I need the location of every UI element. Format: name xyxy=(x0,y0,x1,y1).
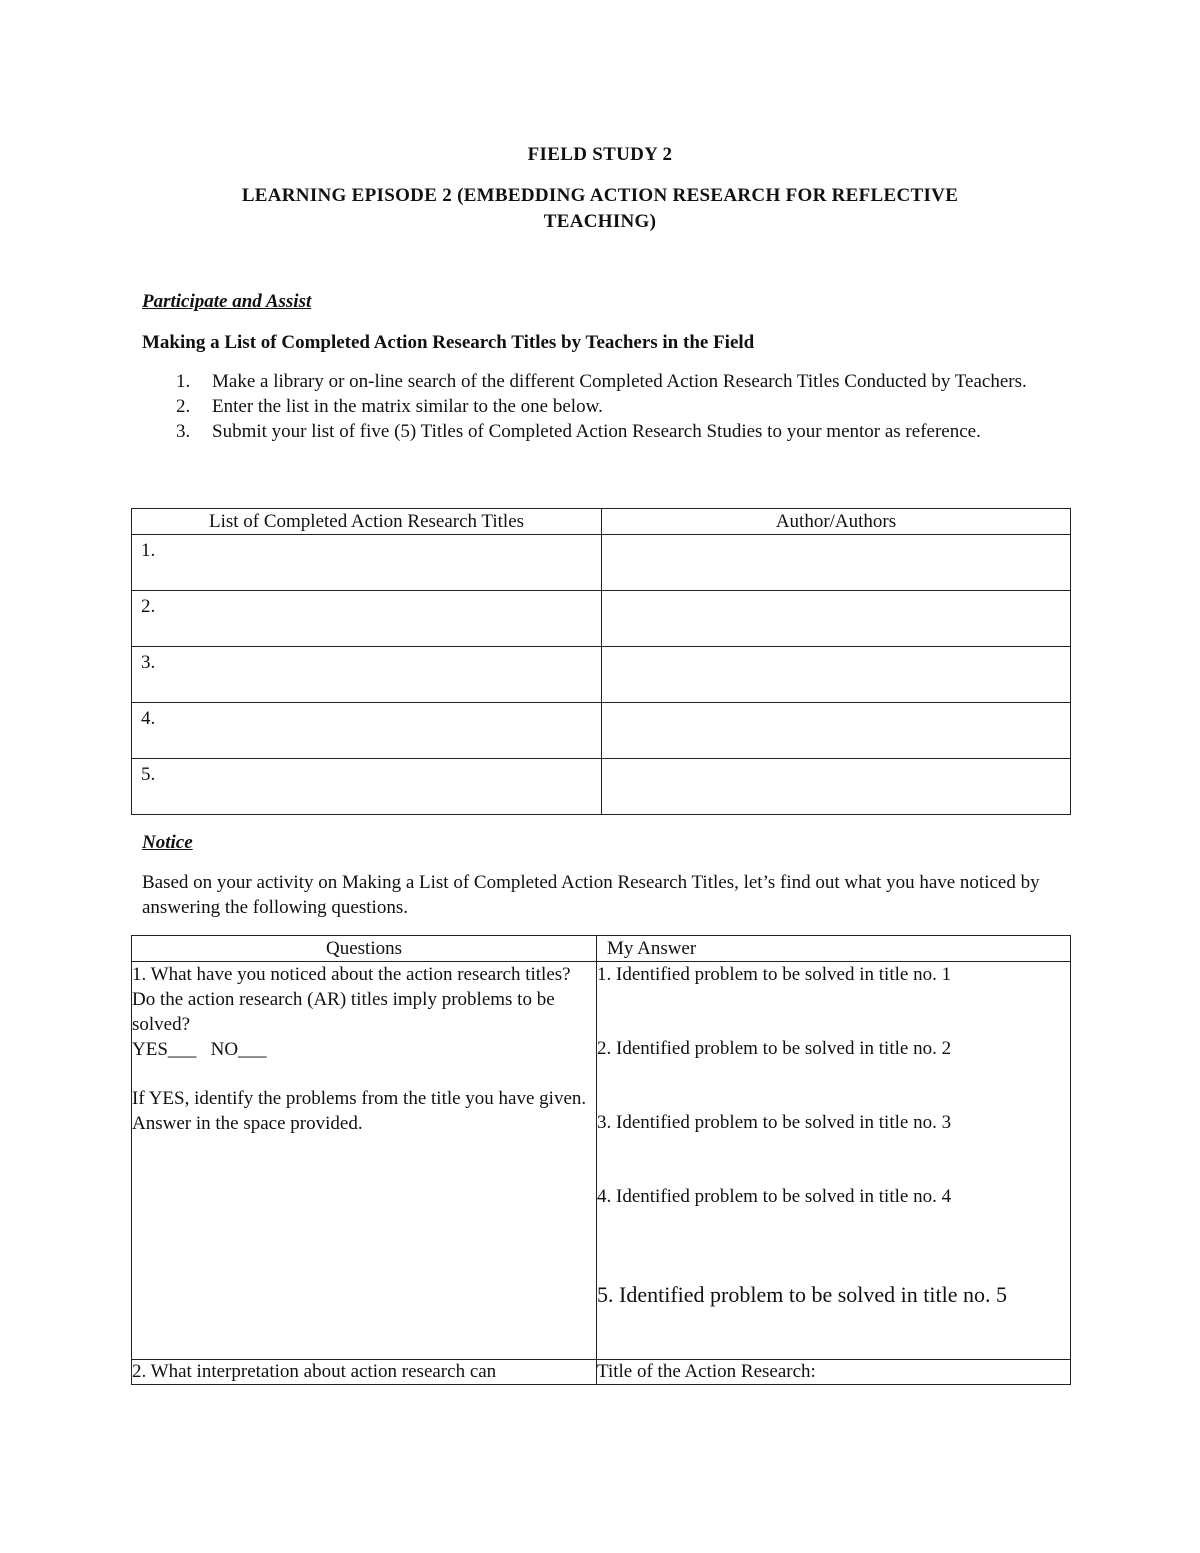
author-cell[interactable] xyxy=(602,591,1071,647)
table-row xyxy=(132,962,1071,1360)
question-instruction: If YES, identify the problems from the title you have given. Answer in the space provided. xyxy=(132,1088,587,1134)
author-cell[interactable] xyxy=(602,759,1071,815)
answer-prompt: 2. Identified problem to be solved in title no. 2 xyxy=(597,1038,952,1059)
document-subtitle: LEARNING EPISODE 2 (EMBEDDING ACTION RESEARCH FOR REFLECTIVE TEACHING) xyxy=(241,185,959,232)
instruction-text: Enter the list in the matrix similar to the one below. xyxy=(212,396,603,417)
instruction-item xyxy=(142,394,1062,419)
answer-cell[interactable]: Title of the Action Research: xyxy=(597,1360,1071,1385)
table-header-row xyxy=(132,936,1071,962)
table-row xyxy=(132,759,1071,815)
table-header-row xyxy=(132,509,1071,535)
author-cell[interactable] xyxy=(602,647,1071,703)
column-header-questions: Questions xyxy=(132,936,597,962)
notice-heading: Notice xyxy=(142,832,193,853)
question-cell xyxy=(132,962,597,1360)
answer-prompt: 1. Identified problem to be solved in title no. 1 xyxy=(597,964,952,985)
column-header-answer: My Answer xyxy=(597,936,1071,962)
column-header-authors: Author/Authors xyxy=(602,509,1071,535)
answer-cell[interactable] xyxy=(597,962,1071,1360)
question-cell: 2. What interpretation about action research can xyxy=(132,1360,597,1385)
title-cell[interactable]: 3. xyxy=(132,647,602,703)
table-row xyxy=(132,1360,1071,1385)
table-row xyxy=(132,535,1071,591)
table-row xyxy=(132,647,1071,703)
instruction-text: Submit your list of five (5) Titles of Completed Action Research Studies to your mentor as reference. xyxy=(212,421,981,442)
instruction-list xyxy=(142,369,1062,444)
questions-table xyxy=(131,935,1071,1385)
table-row xyxy=(132,591,1071,647)
notice-intro: Based on your activity on Making a List of Completed Action Research Titles, let’s find out what you have noticed by answering the following questions. xyxy=(142,872,1040,918)
instruction-number: 2. xyxy=(176,396,191,417)
participate-heading: Participate and Assist xyxy=(142,291,312,312)
instruction-text: Make a library or on-line search of the different Completed Action Research Titles Conducted by Teachers. xyxy=(212,371,1027,392)
instruction-item xyxy=(142,419,1062,444)
title-cell[interactable]: 2. xyxy=(132,591,602,647)
title-cell[interactable]: 4. xyxy=(132,703,602,759)
table-row xyxy=(132,703,1071,759)
answer-prompt: 3. Identified problem to be solved in title no. 3 xyxy=(597,1112,952,1133)
answer-prompt: 4. Identified problem to be solved in title no. 4 xyxy=(597,1186,952,1207)
author-cell[interactable] xyxy=(602,535,1071,591)
yes-no-blanks[interactable]: YES___ NO___ xyxy=(132,1039,267,1060)
task-title: Making a List of Completed Action Research Titles by Teachers in the Field xyxy=(142,332,755,353)
question-text: 1. What have you noticed about the action research titles? Do the action research (AR) titles imply problems to be solved? xyxy=(132,964,571,1035)
research-titles-table xyxy=(131,508,1071,815)
document-title: FIELD STUDY 2 xyxy=(527,144,673,165)
title-cell[interactable]: 1. xyxy=(132,535,602,591)
instruction-number: 1. xyxy=(176,371,191,392)
column-header-titles: List of Completed Action Research Titles xyxy=(132,509,602,535)
answer-prompt: 5. Identified problem to be solved in title no. 5 xyxy=(597,1282,1007,1307)
instruction-item xyxy=(142,369,1062,394)
instruction-number: 3. xyxy=(176,421,191,442)
title-cell[interactable]: 5. xyxy=(132,759,602,815)
author-cell[interactable] xyxy=(602,703,1071,759)
